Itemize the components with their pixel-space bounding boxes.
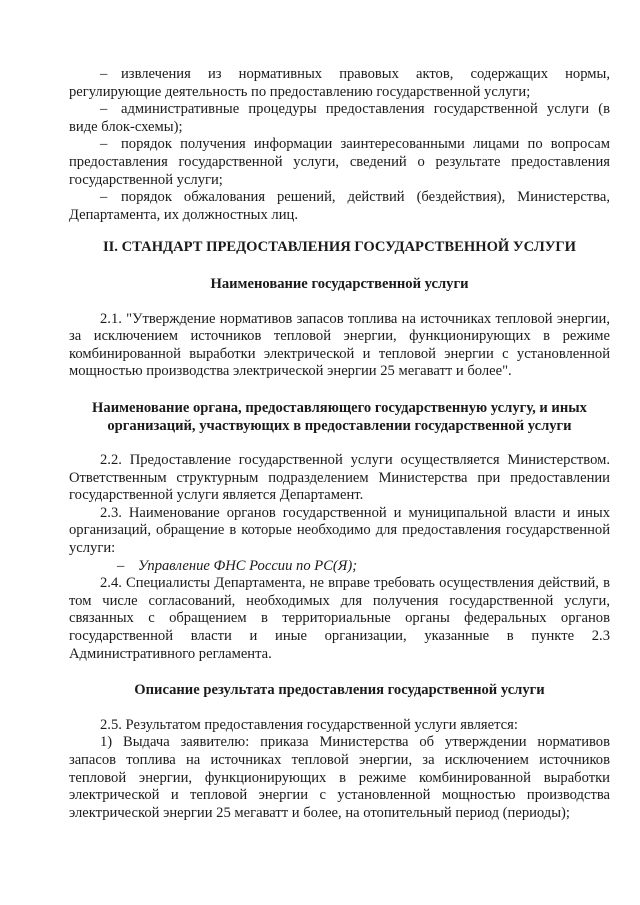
list-item <box>69 66 610 101</box>
paragraph-2-1: 2.1. "Утверждение нормативов запасов топлива на источниках тепловой энергии, за исключением источников тепловой энергии, функционирующих в режиме комбинированной выработки электрической и тепловой энергии с установленной мощностью производства электрической энергии 25 мегаватт и более". <box>69 310 610 380</box>
list-item <box>69 136 610 189</box>
dash-marker: – <box>100 136 108 153</box>
chapter-title: II. СТАНДАРТ ПРЕДОСТАВЛЕНИЯ ГОСУДАРСТВЕННОЙ УСЛУГИ <box>102 239 577 256</box>
list-item-text: административные процедуры предоставления государственной услуги (в виде блок-схемы); <box>69 101 610 135</box>
dash-marker: – <box>100 101 108 118</box>
list-item <box>69 101 610 136</box>
list-item <box>69 189 610 224</box>
paragraph-2-5: 2.5. Результатом предоставления государственной услуги является: <box>100 716 518 733</box>
section-heading-organization: Наименование органа, предоставляющего государственную услугу, и иных организаций, участвующих в предоставлении государственной услуги <box>92 399 587 434</box>
paragraph-2-5-1: 1) Выдача заявителю: приказа Министерства об утверждении нормативов запасов топлива на источниках тепловой энергии, за исключением источников тепловой энергии, функционирующих в режиме комбинированной выработки электрической и тепловой энергии с установленной мощностью производства электрической энергии 25 мегаватт и более, на отопительный период (периоды); <box>69 734 610 821</box>
paragraph-2-2: 2.2. Предоставление государственной услуги осуществляется Министерством. Ответственным структурным подразделением Министерства при предоставлении государственной услуги является Департамент. <box>69 452 610 504</box>
paragraph-2-3: 2.3. Наименование органов государственной и муниципальной власти и иных организаций, обращение в которые необходимо для предоставления государственной услуги: <box>69 504 610 557</box>
dash-marker: – <box>117 557 125 574</box>
document-body <box>69 66 610 822</box>
section-heading-name: Наименование государственной услуги <box>210 275 469 292</box>
list-item <box>69 558 610 576</box>
paragraph-2-4: 2.4. Специалисты Департамента, не вправе требовать осуществления действий, в том числе согласований, необходимых для получения государственной услуги, связанных с обращением в территориальные органы федеральных органов государственной власти и иные организации, указанные в пункте 2.3 Административного регламента. <box>69 575 610 662</box>
dash-marker: – <box>100 189 108 206</box>
list-item-text: Управление ФНС России по РС(Я); <box>138 557 358 574</box>
list-item-text: порядок обжалования решений, действий (бездействия), Министерства, Департамента, их должностных лиц. <box>69 189 610 223</box>
spacer <box>69 435 610 452</box>
list-item-text: извлечения из нормативных правовых актов, содержащих нормы, регулирующие деятельность по предоставлению государственной услуги; <box>69 66 610 100</box>
list-item-text: порядок получения информации заинтересованными лицами по вопросам предоставления государственной услуги, сведений о результате предоставления государственной услуги; <box>69 136 610 188</box>
spacer <box>69 700 610 717</box>
spacer <box>69 294 610 311</box>
section-heading-result: Описание результата предоставления государственной услуги <box>134 682 545 699</box>
dash-marker: – <box>100 66 108 82</box>
